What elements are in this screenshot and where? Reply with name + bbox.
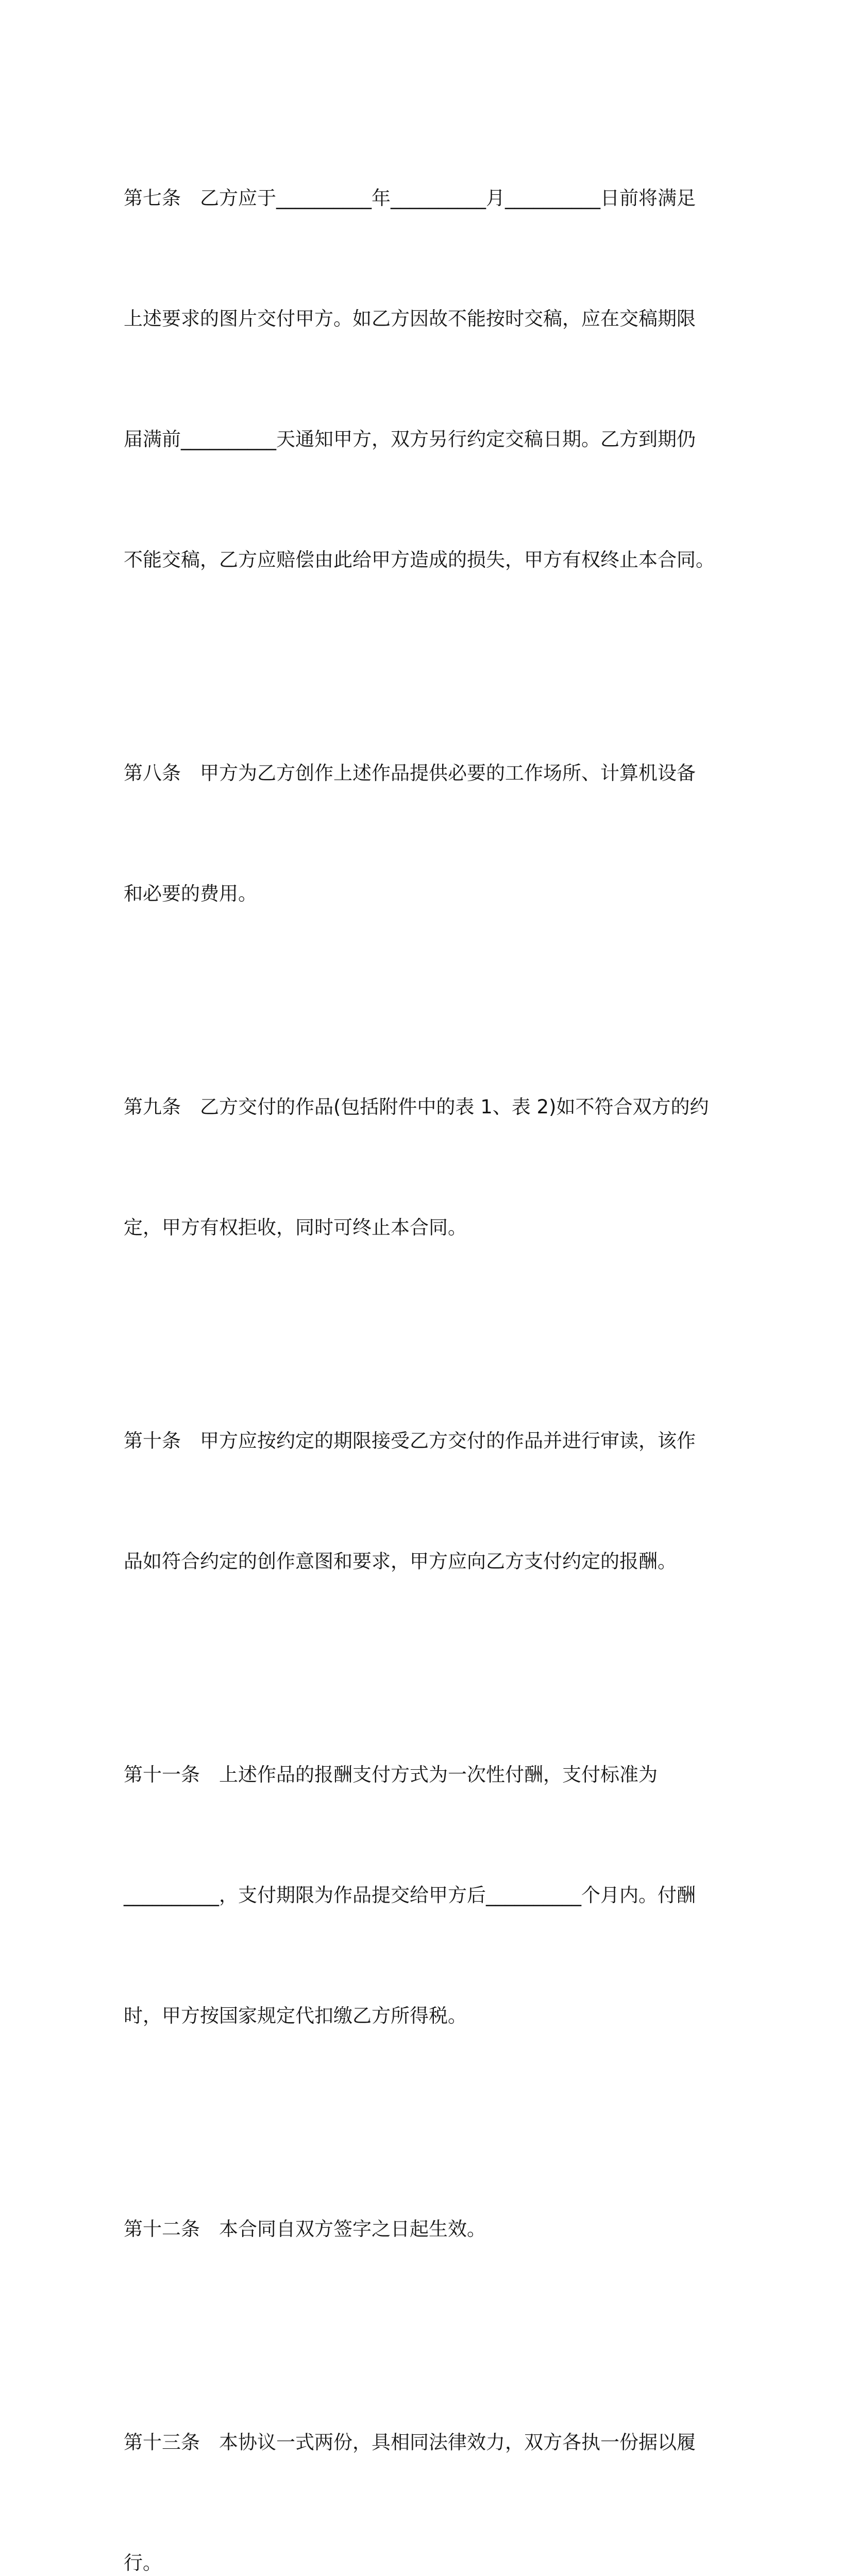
article-line: 时，甲方按国家规定代扣缴乙方所得税。 [124, 2005, 467, 2027]
article-12 [124, 2129, 721, 2330]
contract-page [124, 98, 721, 2576]
article-9 [124, 1007, 721, 1328]
article-line: 和必要的费用。 [124, 883, 257, 905]
article-line: 第十二条 本合同自双方签字之日起生效。 [124, 2218, 486, 2240]
article-13 [124, 2342, 721, 2576]
article-line: 第十一条 上述作品的报酬支付方式为一次性付酬，支付标准为 [124, 1764, 658, 1786]
article-line: 定，甲方有权拒收，同时可终止本合同。 [124, 1216, 467, 1239]
article-line: __________，支付期限为作品提交给甲方后__________个月内。付酬 [124, 1884, 696, 1906]
article-11 [124, 1674, 721, 2116]
article-line: 行。 [124, 2552, 162, 2574]
article-line: 届满前__________天通知甲方，双方另行约定交稿日期。乙方到期仍 [124, 428, 696, 450]
article-line: 上述要求的图片交付甲方。如乙方因故不能按时交稿，应在交稿期限 [124, 308, 696, 330]
article-10 [124, 1341, 721, 1662]
article-line: 第七条 乙方应于__________年__________月__________日前将满足 [124, 187, 696, 209]
article-line: 品如符合约定的创作意图和要求，甲方应向乙方支付约定的报酬。 [124, 1550, 677, 1572]
article-line: 第十三条 本协议一式两份，具相同法律效力，双方各执一份据以履 [124, 2431, 696, 2453]
article-line: 第九条 乙方交付的作品(包括附件中的表 1、表 2)如不符合双方的约 [124, 1096, 709, 1118]
article-7 [124, 98, 721, 660]
article-8 [124, 673, 721, 994]
article-line: 第八条 甲方为乙方创作上述作品提供必要的工作场所、计算机设备 [124, 762, 696, 784]
article-line: 第十条 甲方应按约定的期限接受乙方交付的作品并进行审读，该作 [124, 1430, 696, 1452]
article-line: 不能交稿，乙方应赔偿由此给甲方造成的损失，甲方有权终止本合同。 [124, 549, 715, 571]
